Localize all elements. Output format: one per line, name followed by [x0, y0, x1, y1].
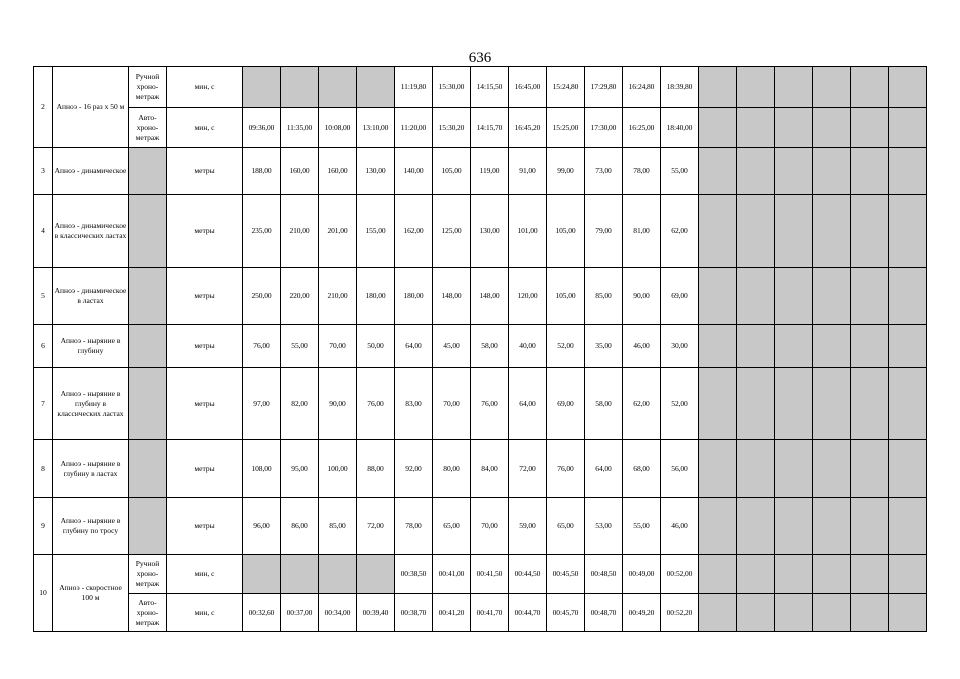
page-number: 636	[468, 50, 492, 66]
unit-cell: мин, с	[167, 67, 243, 108]
value-cell: 00:41,00	[433, 555, 471, 594]
timing-method: Авто-хроно-метраж	[129, 594, 167, 632]
shaded-cell	[737, 594, 775, 632]
value-cell: 148,00	[433, 268, 471, 325]
shaded-cell	[775, 108, 813, 148]
value-cell: 99,00	[547, 148, 585, 195]
table-row	[34, 67, 927, 108]
value-cell	[281, 555, 319, 594]
unit-cell: метры	[167, 368, 243, 440]
value-cell	[243, 67, 281, 108]
value-cell: 105,00	[547, 268, 585, 325]
value-cell: 188,00	[243, 148, 281, 195]
row-number: 4	[34, 195, 53, 268]
shaded-cell	[813, 67, 851, 108]
value-cell: 15:24,80	[547, 67, 585, 108]
row-number: 7	[34, 368, 53, 440]
value-cell: 79,00	[585, 195, 623, 268]
value-cell: 52,00	[661, 368, 699, 440]
shaded-cell	[813, 498, 851, 555]
shaded-cell	[775, 594, 813, 632]
table-row	[34, 195, 927, 268]
unit-cell: метры	[167, 440, 243, 498]
value-cell: 85,00	[585, 268, 623, 325]
shaded-cell	[775, 325, 813, 368]
shaded-cell	[699, 498, 737, 555]
timing-method	[129, 325, 167, 368]
shaded-cell	[813, 368, 851, 440]
value-cell: 17:29,80	[585, 67, 623, 108]
shaded-cell	[737, 268, 775, 325]
value-cell: 70,00	[319, 325, 357, 368]
value-cell: 14:15,50	[471, 67, 509, 108]
timing-method: Ручной хроно-метраж	[129, 555, 167, 594]
value-cell: 00:39,40	[357, 594, 395, 632]
value-cell: 64,00	[585, 440, 623, 498]
shaded-cell	[813, 268, 851, 325]
value-cell: 00:38,70	[395, 594, 433, 632]
value-cell: 50,00	[357, 325, 395, 368]
value-cell: 201,00	[319, 195, 357, 268]
value-cell: 35,00	[585, 325, 623, 368]
shaded-cell	[737, 325, 775, 368]
value-cell: 69,00	[547, 368, 585, 440]
table-row	[34, 555, 927, 594]
value-cell: 78,00	[395, 498, 433, 555]
value-cell: 100,00	[319, 440, 357, 498]
shaded-cell	[889, 148, 927, 195]
value-cell: 09:36,00	[243, 108, 281, 148]
shaded-cell	[775, 555, 813, 594]
value-cell: 00:32,60	[243, 594, 281, 632]
value-cell: 92,00	[395, 440, 433, 498]
value-cell: 90,00	[319, 368, 357, 440]
row-number: 3	[34, 148, 53, 195]
value-cell: 105,00	[433, 148, 471, 195]
value-cell: 00:37,00	[281, 594, 319, 632]
discipline-name: Апноэ - динамическое	[53, 148, 129, 195]
shaded-cell	[889, 368, 927, 440]
shaded-cell	[737, 148, 775, 195]
shaded-cell	[813, 325, 851, 368]
unit-cell: мин, с	[167, 555, 243, 594]
discipline-name: Апноэ - скоростное 100 м	[53, 555, 129, 632]
value-cell: 16:45,00	[509, 67, 547, 108]
shaded-cell	[813, 148, 851, 195]
value-cell	[319, 67, 357, 108]
table-row	[34, 148, 927, 195]
discipline-name: Апноэ - ныряние в глубину	[53, 325, 129, 368]
row-number: 6	[34, 325, 53, 368]
value-cell: 00:44,50	[509, 555, 547, 594]
shaded-cell	[775, 368, 813, 440]
shaded-cell	[813, 440, 851, 498]
shaded-cell	[737, 440, 775, 498]
shaded-cell	[851, 268, 889, 325]
value-cell: 155,00	[357, 195, 395, 268]
value-cell: 84,00	[471, 440, 509, 498]
discipline-name: Апноэ - ныряние в глубину в классических ластах	[53, 368, 129, 440]
discipline-name: Апноэ - динамическое в классических ластах	[53, 195, 129, 268]
discipline-name: Апноэ - 16 раз х 50 м	[53, 67, 129, 148]
discipline-name: Апноэ - ныряние в глубину в ластах	[53, 440, 129, 498]
value-cell: 82,00	[281, 368, 319, 440]
value-cell: 140,00	[395, 148, 433, 195]
value-cell: 16:24,80	[623, 67, 661, 108]
shaded-cell	[699, 594, 737, 632]
value-cell: 15:30,00	[433, 67, 471, 108]
row-number: 8	[34, 440, 53, 498]
unit-cell: метры	[167, 148, 243, 195]
shaded-cell	[813, 555, 851, 594]
table-row	[34, 325, 927, 368]
shaded-cell	[737, 555, 775, 594]
shaded-cell	[775, 195, 813, 268]
value-cell: 108,00	[243, 440, 281, 498]
value-cell: 76,00	[547, 440, 585, 498]
value-cell: 180,00	[357, 268, 395, 325]
shaded-cell	[889, 325, 927, 368]
shaded-cell	[851, 67, 889, 108]
value-cell: 80,00	[433, 440, 471, 498]
value-cell: 00:41,20	[433, 594, 471, 632]
value-cell: 105,00	[547, 195, 585, 268]
value-cell: 14:15,70	[471, 108, 509, 148]
shaded-cell	[851, 555, 889, 594]
table-row	[34, 108, 927, 148]
shaded-cell	[851, 498, 889, 555]
value-cell: 00:45,70	[547, 594, 585, 632]
row-number: 10	[34, 555, 53, 632]
shaded-cell	[699, 108, 737, 148]
timing-method	[129, 268, 167, 325]
value-cell	[281, 67, 319, 108]
value-cell: 76,00	[243, 325, 281, 368]
table-row	[34, 368, 927, 440]
table-row	[34, 268, 927, 325]
value-cell: 55,00	[661, 148, 699, 195]
value-cell: 00:49,00	[623, 555, 661, 594]
value-cell: 65,00	[433, 498, 471, 555]
value-cell: 148,00	[471, 268, 509, 325]
shaded-cell	[775, 268, 813, 325]
value-cell: 16:25,00	[623, 108, 661, 148]
shaded-cell	[699, 67, 737, 108]
value-cell: 162,00	[395, 195, 433, 268]
unit-cell: метры	[167, 268, 243, 325]
shaded-cell	[699, 440, 737, 498]
value-cell: 00:41,50	[471, 555, 509, 594]
timing-method: Авто-хроно-метраж	[129, 108, 167, 148]
shaded-cell	[775, 498, 813, 555]
timing-method	[129, 368, 167, 440]
value-cell: 46,00	[623, 325, 661, 368]
unit-cell: метры	[167, 195, 243, 268]
value-cell: 73,00	[585, 148, 623, 195]
value-cell: 72,00	[509, 440, 547, 498]
unit-cell: мин, с	[167, 594, 243, 632]
value-cell: 64,00	[509, 368, 547, 440]
value-cell: 180,00	[395, 268, 433, 325]
shaded-cell	[699, 555, 737, 594]
row-number: 2	[34, 67, 53, 148]
shaded-cell	[699, 268, 737, 325]
value-cell: 00:48,50	[585, 555, 623, 594]
value-cell	[357, 67, 395, 108]
value-cell: 00:41,70	[471, 594, 509, 632]
shaded-cell	[699, 195, 737, 268]
shaded-cell	[851, 440, 889, 498]
value-cell: 00:48,70	[585, 594, 623, 632]
value-cell: 16:45,20	[509, 108, 547, 148]
value-cell: 15:30,20	[433, 108, 471, 148]
value-cell: 18:40,00	[661, 108, 699, 148]
shaded-cell	[775, 440, 813, 498]
value-cell: 64,00	[395, 325, 433, 368]
value-cell: 00:38,50	[395, 555, 433, 594]
unit-cell: мин, с	[167, 108, 243, 148]
shaded-cell	[851, 148, 889, 195]
value-cell: 53,00	[585, 498, 623, 555]
value-cell: 69,00	[661, 268, 699, 325]
value-cell: 76,00	[357, 368, 395, 440]
value-cell: 83,00	[395, 368, 433, 440]
value-cell: 119,00	[471, 148, 509, 195]
shaded-cell	[851, 594, 889, 632]
value-cell: 81,00	[623, 195, 661, 268]
value-cell: 13:10,00	[357, 108, 395, 148]
value-cell: 55,00	[623, 498, 661, 555]
value-cell: 130,00	[357, 148, 395, 195]
shaded-cell	[699, 368, 737, 440]
value-cell: 15:25,00	[547, 108, 585, 148]
value-cell: 18:39,80	[661, 67, 699, 108]
shaded-cell	[737, 195, 775, 268]
value-cell: 96,00	[243, 498, 281, 555]
shaded-cell	[699, 325, 737, 368]
value-cell: 220,00	[281, 268, 319, 325]
value-cell: 86,00	[281, 498, 319, 555]
shaded-cell	[889, 268, 927, 325]
shaded-cell	[813, 108, 851, 148]
table-row	[34, 440, 927, 498]
value-cell: 00:49,20	[623, 594, 661, 632]
row-number: 5	[34, 268, 53, 325]
shaded-cell	[813, 594, 851, 632]
shaded-cell	[775, 67, 813, 108]
standards-table	[33, 66, 927, 632]
shaded-cell	[889, 498, 927, 555]
value-cell: 88,00	[357, 440, 395, 498]
value-cell: 00:34,00	[319, 594, 357, 632]
value-cell: 58,00	[585, 368, 623, 440]
value-cell: 00:52,00	[661, 555, 699, 594]
value-cell: 55,00	[281, 325, 319, 368]
discipline-name: Апноэ - ныряние в глубину по тросу	[53, 498, 129, 555]
value-cell: 46,00	[661, 498, 699, 555]
value-cell: 72,00	[357, 498, 395, 555]
value-cell: 70,00	[433, 368, 471, 440]
value-cell: 210,00	[319, 268, 357, 325]
shaded-cell	[813, 195, 851, 268]
value-cell: 62,00	[661, 195, 699, 268]
value-cell	[319, 555, 357, 594]
value-cell: 78,00	[623, 148, 661, 195]
value-cell: 210,00	[281, 195, 319, 268]
value-cell: 160,00	[319, 148, 357, 195]
shaded-cell	[737, 67, 775, 108]
value-cell: 30,00	[661, 325, 699, 368]
unit-cell: метры	[167, 325, 243, 368]
value-cell: 00:45,50	[547, 555, 585, 594]
timing-method	[129, 148, 167, 195]
timing-method: Ручной хроно-метраж	[129, 67, 167, 108]
table-row	[34, 594, 927, 632]
value-cell: 56,00	[661, 440, 699, 498]
value-cell: 235,00	[243, 195, 281, 268]
shaded-cell	[889, 67, 927, 108]
value-cell: 59,00	[509, 498, 547, 555]
shaded-cell	[775, 148, 813, 195]
value-cell: 00:44,70	[509, 594, 547, 632]
shaded-cell	[889, 440, 927, 498]
shaded-cell	[851, 368, 889, 440]
discipline-name: Апноэ - динамическое в ластах	[53, 268, 129, 325]
value-cell: 52,00	[547, 325, 585, 368]
shaded-cell	[851, 108, 889, 148]
value-cell: 11:20,00	[395, 108, 433, 148]
value-cell	[357, 555, 395, 594]
shaded-cell	[889, 555, 927, 594]
value-cell: 85,00	[319, 498, 357, 555]
shaded-cell	[737, 498, 775, 555]
value-cell: 00:52,20	[661, 594, 699, 632]
value-cell: 90,00	[623, 268, 661, 325]
shaded-cell	[699, 148, 737, 195]
value-cell: 17:30,00	[585, 108, 623, 148]
value-cell: 45,00	[433, 325, 471, 368]
shaded-cell	[889, 594, 927, 632]
value-cell: 120,00	[509, 268, 547, 325]
value-cell: 101,00	[509, 195, 547, 268]
value-cell: 130,00	[471, 195, 509, 268]
table-row	[34, 498, 927, 555]
value-cell: 62,00	[623, 368, 661, 440]
value-cell	[243, 555, 281, 594]
value-cell: 125,00	[433, 195, 471, 268]
value-cell: 58,00	[471, 325, 509, 368]
timing-method	[129, 440, 167, 498]
timing-method	[129, 498, 167, 555]
shaded-cell	[851, 195, 889, 268]
value-cell: 11:35,00	[281, 108, 319, 148]
value-cell: 160,00	[281, 148, 319, 195]
value-cell: 68,00	[623, 440, 661, 498]
value-cell: 11:19,80	[395, 67, 433, 108]
value-cell: 250,00	[243, 268, 281, 325]
shaded-cell	[889, 195, 927, 268]
value-cell: 40,00	[509, 325, 547, 368]
shaded-cell	[737, 108, 775, 148]
value-cell: 97,00	[243, 368, 281, 440]
unit-cell: метры	[167, 498, 243, 555]
row-number: 9	[34, 498, 53, 555]
value-cell: 10:08,00	[319, 108, 357, 148]
shaded-cell	[889, 108, 927, 148]
value-cell: 65,00	[547, 498, 585, 555]
value-cell: 95,00	[281, 440, 319, 498]
value-cell: 76,00	[471, 368, 509, 440]
value-cell: 70,00	[471, 498, 509, 555]
timing-method	[129, 195, 167, 268]
shaded-cell	[851, 325, 889, 368]
value-cell: 91,00	[509, 148, 547, 195]
shaded-cell	[737, 368, 775, 440]
